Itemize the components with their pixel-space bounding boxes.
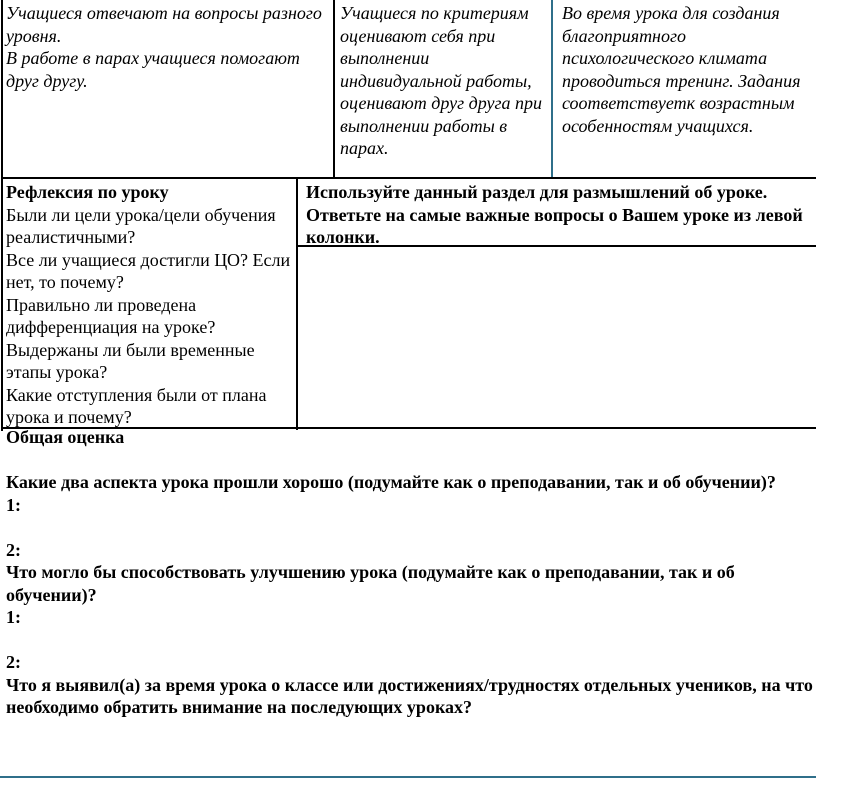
top-left-vertical-border: [1, 0, 3, 431]
overall-q2-item-2: 2:: [6, 652, 21, 672]
reflection-title: Рефлексия по уроку: [6, 182, 169, 202]
overall-question-2: Что могло бы способствовать улучшению урока (подумайте как о преподавании, так и об обучении)?: [6, 562, 740, 605]
reflection-instruction-cell: [306, 181, 812, 249]
top-cell-differentiation: [6, 2, 330, 92]
top-col-divider-1: [333, 0, 335, 178]
top-col-divider-2: [551, 0, 553, 178]
top-row-bottom-border: [1, 177, 816, 179]
reflection-questions: Были ли цели урока/цели обучения реалистичными? Все ли учащиеся достигли ЦО? Если нет, то почему? Правильно ли проведена дифференциация на уроке? Выдержаны ли были временные этапы урока? Какие отступления были от плана урока и почему?: [6, 204, 291, 427]
overall-question-1: Какие два аспекта урока прошли хорошо (подумайте как о преподавании, так и об обучении)?: [6, 472, 776, 492]
overall-q2-item-1: 1:: [6, 607, 21, 627]
top-cell-assessment: [340, 2, 548, 160]
overall-q1-item-1: 1:: [6, 494, 21, 515]
differentiation-text-1: Учащиеся отвечают на вопросы разного уровня.: [6, 3, 327, 46]
overall-spacer: [6, 449, 846, 472]
reflection-instruction: Используйте данный раздел для размышлений об уроке. Ответьте на самые важные вопросы о Вашем уроке из левой колонки.: [306, 182, 808, 247]
reflection-answer-area[interactable]: [298, 247, 814, 427]
reflection-left-cell: [6, 181, 293, 429]
overall-spacer: [6, 629, 846, 652]
overall-spacer: [6, 516, 846, 539]
assessment-text: Учащиеся по критериям оценивают себя при выполнении индивидуальной работы, оценивают друг друга при выполнении работы в парах.: [340, 3, 547, 158]
health-safety-text: Во время урока для создания благоприятного психологического климата проводиться тренинг. Задания соответствуетк возрастным особенностям учащихся.: [562, 3, 805, 136]
overall-title: Общая оценка: [6, 427, 125, 447]
top-cell-health-safety: [562, 2, 820, 137]
overall-section: [6, 426, 846, 719]
differentiation-text-2: В работе в парах учащиеся помогают друг другу.: [6, 48, 305, 91]
overall-q1-item-2: 2:: [6, 539, 21, 560]
overall-question-3: Что я выявил(а) за время урока о классе или достижениях/трудностях отдельных учеников, на что необходимо обратить внимание на последующих уроках?: [6, 674, 818, 717]
page-bottom-rule: [0, 776, 816, 778]
